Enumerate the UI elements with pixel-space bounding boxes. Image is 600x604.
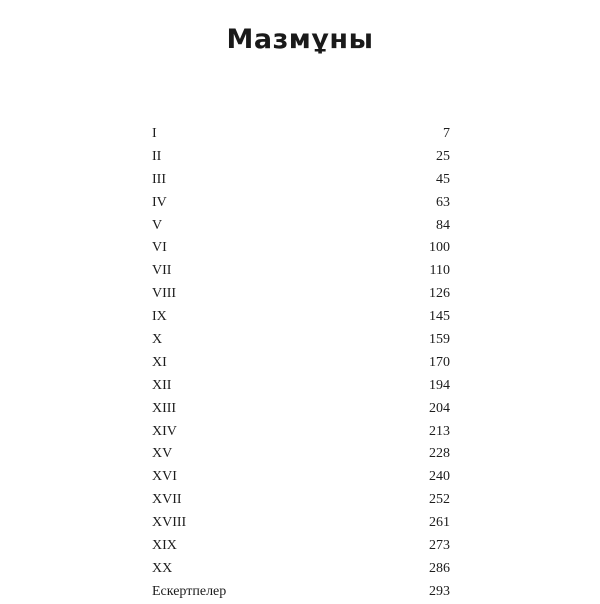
toc-entry-page-number: 228: [429, 446, 450, 462]
toc-entry-page-number: 45: [436, 171, 450, 187]
toc-entry-page-number: 25: [436, 148, 450, 164]
toc-entry-page-number: 170: [429, 354, 450, 370]
toc-entry-label: XVIII: [152, 515, 187, 531]
toc-entry[interactable]: [152, 375, 450, 398]
toc-entry[interactable]: [152, 306, 450, 329]
toc-entry[interactable]: [152, 260, 450, 283]
toc-entry-page-number: 286: [429, 560, 450, 576]
toc-entry[interactable]: [152, 169, 450, 192]
toc-entry-label: Ескертпелер: [152, 583, 227, 599]
toc-entry[interactable]: [152, 443, 450, 466]
toc-entry-page-number: 240: [429, 469, 450, 485]
toc-entry[interactable]: [152, 512, 450, 535]
toc-entry-label: XV: [152, 446, 173, 462]
toc-entry-label: IV: [152, 194, 167, 210]
table-of-contents: [152, 123, 450, 604]
toc-entry[interactable]: [152, 237, 450, 260]
toc-entry-page-number: 126: [429, 286, 450, 302]
toc-entry-page-number: 7: [443, 126, 450, 141]
toc-entry-page-number: 273: [429, 538, 450, 554]
toc-entry[interactable]: [152, 489, 450, 512]
toc-entry-label: XX: [152, 560, 173, 576]
toc-entry-page-number: 110: [429, 263, 450, 279]
toc-entry-label: I: [152, 126, 157, 141]
toc-entry-page-number: 84: [436, 217, 450, 233]
toc-entry-label: V: [152, 217, 163, 233]
toc-entry[interactable]: [152, 421, 450, 444]
toc-entry-label: X: [152, 332, 163, 348]
toc-entry[interactable]: [152, 192, 450, 215]
toc-entry[interactable]: [152, 123, 450, 146]
toc-entry-page-number: 213: [429, 423, 450, 439]
toc-entry-page-number: 293: [429, 583, 450, 599]
toc-entry[interactable]: [152, 558, 450, 581]
toc-entry-page-number: 204: [429, 400, 450, 416]
toc-entry-label: XIV: [152, 423, 177, 439]
toc-entry[interactable]: [152, 329, 450, 352]
toc-entry-label: XIX: [152, 538, 177, 554]
toc-entry-page-number: 261: [429, 515, 450, 531]
toc-entry-label: XVI: [152, 469, 177, 485]
toc-entry-page-number: 100: [429, 240, 450, 256]
page-title: Мазмұны: [226, 24, 374, 56]
toc-entry[interactable]: [152, 581, 450, 604]
toc-entry-page-number: 63: [436, 194, 450, 210]
toc-entry-label: XII: [152, 377, 172, 393]
toc-entry-label: XI: [152, 354, 167, 370]
toc-entry[interactable]: [152, 398, 450, 421]
toc-entry-label: VI: [152, 240, 167, 256]
toc-entry[interactable]: [152, 146, 450, 169]
toc-entry-label: VII: [152, 263, 172, 279]
toc-entry-page-number: 159: [429, 332, 450, 348]
toc-entry-page-number: 145: [429, 309, 450, 325]
toc-entry-page-number: 252: [429, 492, 450, 508]
toc-entry[interactable]: [152, 352, 450, 375]
toc-entry-label: IX: [152, 309, 167, 325]
toc-entry-page-number: 194: [429, 377, 450, 393]
toc-entry[interactable]: [152, 215, 450, 238]
toc-entry-label: VIII: [152, 286, 177, 302]
toc-entry-label: III: [152, 171, 166, 187]
toc-entry[interactable]: [152, 466, 450, 489]
toc-entry[interactable]: [152, 283, 450, 306]
toc-entry[interactable]: [152, 535, 450, 558]
toc-entry-label: II: [152, 148, 162, 164]
toc-entry-label: XIII: [152, 400, 177, 416]
toc-entry-label: XVII: [152, 492, 182, 508]
